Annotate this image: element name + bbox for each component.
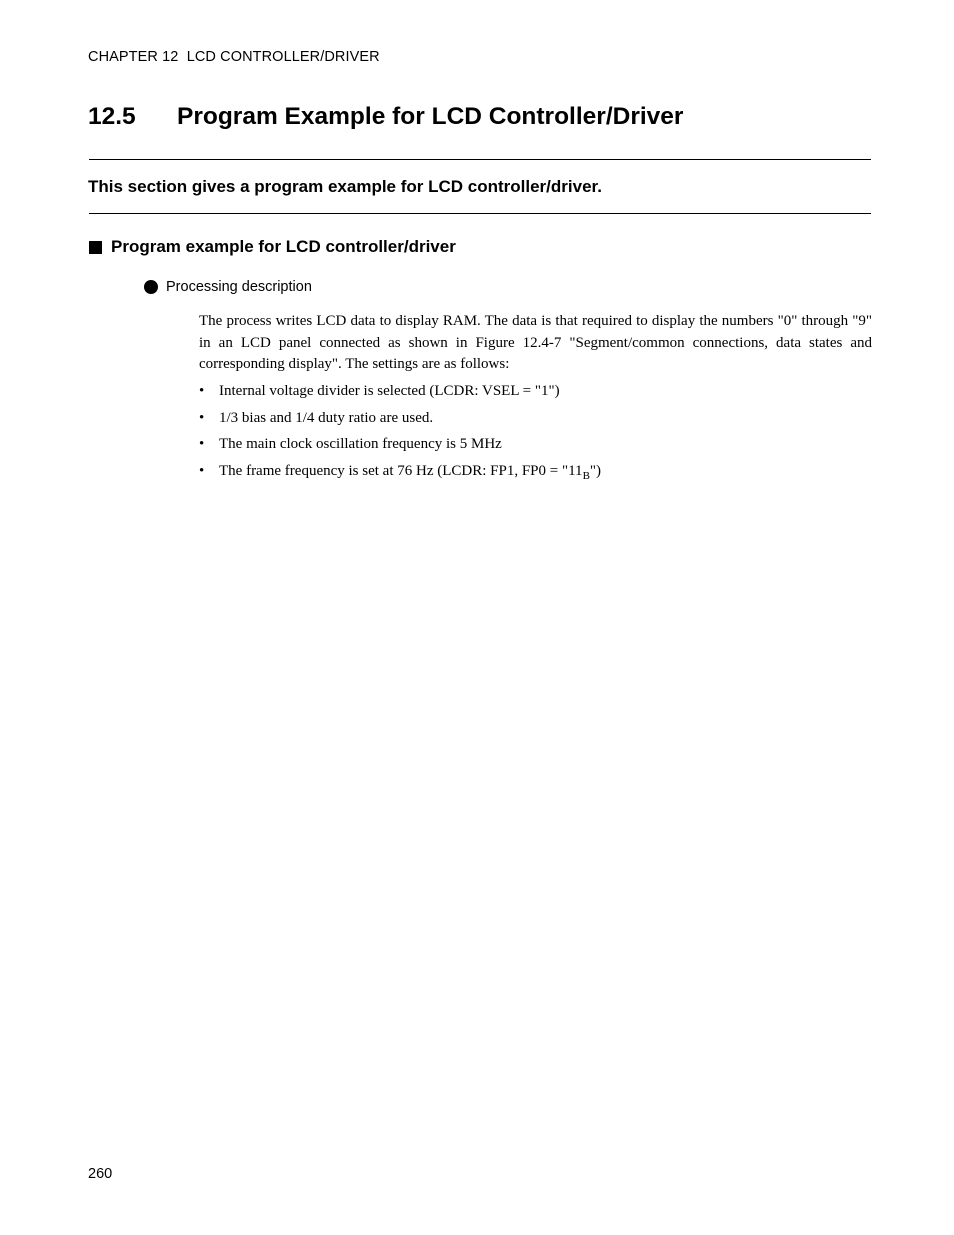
subsubsection-heading bbox=[144, 279, 312, 295]
bullet-dot-icon: • bbox=[199, 409, 205, 426]
list-item bbox=[199, 461, 872, 488]
top-divider bbox=[89, 159, 871, 160]
body-paragraph: The process writes LCD data to display RAM. The data is that required to display the numbers "0" through "9" in an LCD panel connected as shown in Figure 12.4-7 "Segment/common connections, data states and corresponding display". The settings are as follows: bbox=[199, 313, 872, 372]
section-summary: This section gives a program example for LCD controller/driver. bbox=[88, 177, 602, 196]
list-item bbox=[199, 408, 872, 435]
list-item-text-after: ") bbox=[589, 462, 602, 479]
bottom-divider bbox=[89, 213, 871, 214]
page-number: 260 bbox=[88, 1166, 113, 1182]
list-item-text: The main clock oscillation frequency is 5 MHz bbox=[219, 436, 502, 452]
list-item bbox=[199, 434, 872, 461]
subsection-heading bbox=[88, 237, 456, 257]
list-item-text: Internal voltage divider is selected (LCDR: VSEL = "1") bbox=[219, 383, 560, 399]
list-item bbox=[199, 381, 872, 408]
square-bullet-icon bbox=[89, 241, 102, 254]
subsubsection-title: Processing description bbox=[166, 279, 312, 295]
subsection-title: Program example for LCD controller/driver bbox=[111, 237, 456, 256]
circle-bullet-icon bbox=[144, 280, 158, 294]
list-item-text-before: The frame frequency is set at 76 Hz (LCDR: FP1, FP0 = "11 bbox=[219, 462, 583, 479]
list-item-text bbox=[219, 462, 602, 482]
section-title-text: Program Example for LCD Controller/Driver bbox=[177, 103, 684, 130]
section-title bbox=[88, 103, 683, 131]
binary-subscript: B bbox=[582, 469, 590, 482]
list-item-text: 1/3 bias and 1/4 duty ratio are used. bbox=[219, 409, 434, 426]
section-number: 12.5 bbox=[88, 103, 136, 130]
bullet-dot-icon: • bbox=[199, 383, 205, 399]
settings-list bbox=[199, 381, 872, 487]
bullet-dot-icon: • bbox=[199, 462, 205, 479]
chapter-header: CHAPTER 12 LCD CONTROLLER/DRIVER bbox=[88, 49, 380, 65]
bullet-dot-icon: • bbox=[199, 436, 205, 452]
